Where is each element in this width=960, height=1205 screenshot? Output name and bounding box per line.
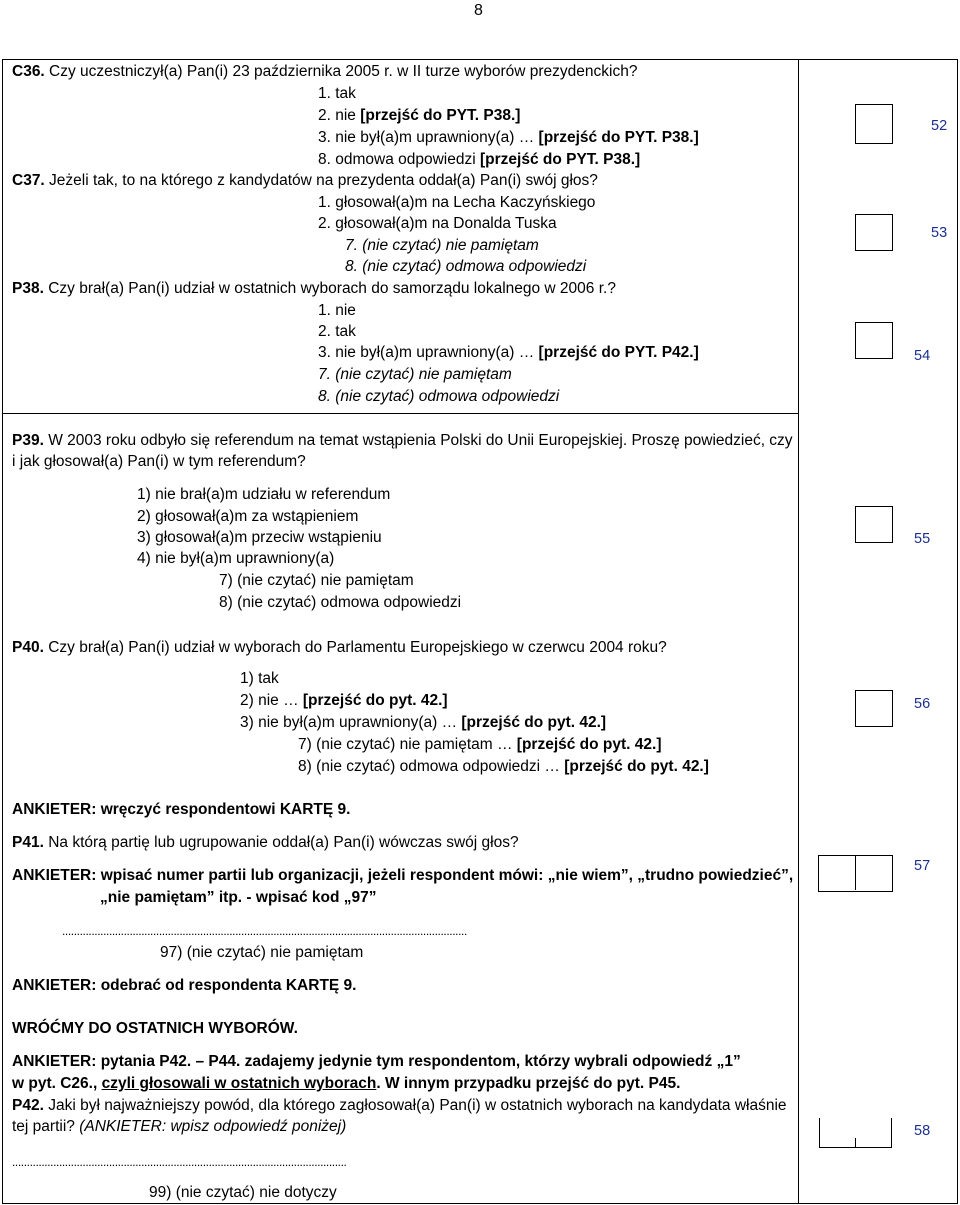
answer-option: 2) głosował(a)m za wstąpieniem [137,508,359,525]
answer-line[interactable]: .................................................................................................................. [12,1155,347,1169]
answer-box[interactable] [855,214,893,251]
skip-instruction: [przejść do PYT. P38.] [480,151,641,168]
question-text: Czy brał(a) Pan(i) udział w ostatnich wyborach do samorządu lokalnego w 2006 r.? [43,280,616,297]
answer-option: 99) (nie czytać) nie dotyczy [149,1184,337,1201]
question-text: Czy brał(a) Pan(i) udział w wyborach do Parlamentu Europejskiego w czerwcu 2004 roku? [43,639,667,656]
answer-option: 1. tak [318,85,356,102]
skip-instruction: [przejść do PYT. P38.] [538,129,699,146]
question-text: Na którą partię lub ugrupowanie oddał(a) Pan(i) wówczas swój głos? [43,834,519,851]
question-text: W 2003 roku odbyło się referendum na temat wstąpienia Polski do Unii Europejskiej. Proszę powiedzieć, czy [43,432,793,449]
row-divider-p38 [2,413,798,414]
answer-option: 1) nie brał(a)m udziału w referendum [137,486,391,503]
answer-option: 1. nie [318,302,356,319]
digit-divider [855,1138,856,1148]
answer-option: 7) (nie czytać) nie pamiętam … [przejść do pyt. 42.] [298,736,662,753]
code-column-divider [798,59,799,1204]
interviewer-instruction: ANKIETER: odebrać od respondenta KARTĘ 9. [12,977,357,994]
answer-option: 8) (nie czytać) odmowa odpowiedzi … [przejść do pyt. 42.] [298,758,709,775]
question-text: tej partii? [12,1118,80,1135]
question-text: Czy uczestniczył(a) Pan(i) 23 października 2005 r. w II turze wyborów prezydenckich? [44,63,638,80]
table-left-border [2,59,3,1204]
answer-option: 2. nie [przejść do PYT. P38.] [318,107,521,124]
answer-box[interactable] [855,506,893,543]
answer-option: 7) (nie czytać) nie pamiętam [219,572,414,589]
field-code: 58 [914,1123,931,1139]
question-label: P41. [12,834,44,851]
question-label: C37. [12,172,45,189]
interviewer-instruction: ANKIETER: wręczyć respondentowi KARTĘ 9. [12,801,351,818]
interviewer-instruction: „nie pamiętam” itp. - wpisać kod „97” [100,889,377,906]
answer-option: 3) nie był(a)m uprawniony(a) … [przejść do pyt. 42.] [240,714,607,731]
interviewer-instruction: w pyt. C26., czyli głosowali w ostatnich wyborach. W innym przypadku przejść do pyt. P45. [12,1075,681,1092]
skip-instruction: [przejść do pyt. 42.] [564,758,709,775]
answer-box[interactable] [855,104,893,144]
answer-option: 2) nie … [przejść do pyt. 42.] [240,692,448,709]
question-text: Jaki był najważniejszy powód, dla którego zagłosował(a) Pan(i) w ostatnich wyborach na kandydata właśnie [43,1097,787,1114]
skip-instruction: [przejść do PYT. P42.] [538,344,699,361]
table-top-border [2,59,958,60]
answer-box[interactable] [855,690,893,727]
answer-option: 2. głosował(a)m na Donalda Tuska [318,215,557,232]
answer-option: 8. odmowa odpowiedzi [przejść do PYT. P38.] [318,151,641,168]
question-text: i jak głosował(a) Pan(i) w tym referendum? [12,453,306,470]
question-label: P40. [12,639,44,656]
field-code: 52 [931,118,948,134]
answer-option: 4) nie był(a)m uprawniony(a) [137,550,335,567]
field-code: 54 [914,348,931,364]
field-code: 55 [914,531,931,547]
answer-option: 7. (nie czytać) nie pamiętam [318,366,512,383]
answer-option: 3. nie był(a)m uprawniony(a) … [przejść do PYT. P42.] [318,344,699,361]
answer-option: 1) tak [240,670,279,687]
skip-instruction: [przejść do pyt. 42.] [461,714,607,731]
answer-option: 3) głosował(a)m przeciw wstąpieniu [137,529,382,546]
skip-instruction: [przejść do pyt. 42.] [516,736,662,753]
answer-line[interactable]: .......................................................................................................................................... [62,924,467,938]
skip-instruction: [przejść do PYT. P38.] [360,107,521,124]
answer-option: 8. (nie czytać) odmowa odpowiedzi [318,388,560,405]
field-code: 57 [914,858,931,874]
answer-option: 8) (nie czytać) odmowa odpowiedzi [219,594,462,611]
question-label: C36. [12,63,45,80]
question-text: Jeżeli tak, to na którego z kandydatów na prezydenta oddał(a) Pan(i) swój głos? [44,172,598,189]
interviewer-instruction: ANKIETER: wpisać numer partii lub organizacji, jeżeli respondent mówi: „nie wiem”, „trudno powiedzieć”, [12,867,794,884]
skip-instruction: [przejść do pyt. 42.] [302,692,448,709]
interviewer-note: (ANKIETER: wpisz odpowiedź poniżej) [79,1118,347,1135]
page-number: 8 [474,2,483,19]
question-label: P42. [12,1097,44,1114]
question-label: P39. [12,432,44,449]
question-label: P38. [12,280,44,297]
field-code: 56 [914,696,931,712]
answer-option: 3. nie był(a)m uprawniony(a) … [przejść do PYT. P38.] [318,129,699,146]
answer-option: 8. (nie czytać) odmowa odpowiedzi [345,258,587,275]
digit-divider [855,856,856,890]
table-bottom-border [2,1203,958,1204]
answer-option: 7. (nie czytać) nie pamiętam [345,237,539,254]
section-heading: WRÓĆMY DO OSTATNICH WYBORÓW. [12,1020,298,1037]
answer-box[interactable] [855,322,893,359]
answer-option: 2. tak [318,323,356,340]
field-code: 53 [931,225,948,241]
answer-box-two-digit[interactable] [818,855,893,892]
answer-option: 97) (nie czytać) nie pamiętam [160,944,364,961]
table-right-border [957,59,958,1204]
answer-option: 1. głosował(a)m na Lecha Kaczyńskiego [318,194,596,211]
interviewer-instruction: ANKIETER: pytania P42. – P44. zadajemy jedynie tym respondentom, którzy wybrali odpowiedź „1” [12,1053,741,1070]
